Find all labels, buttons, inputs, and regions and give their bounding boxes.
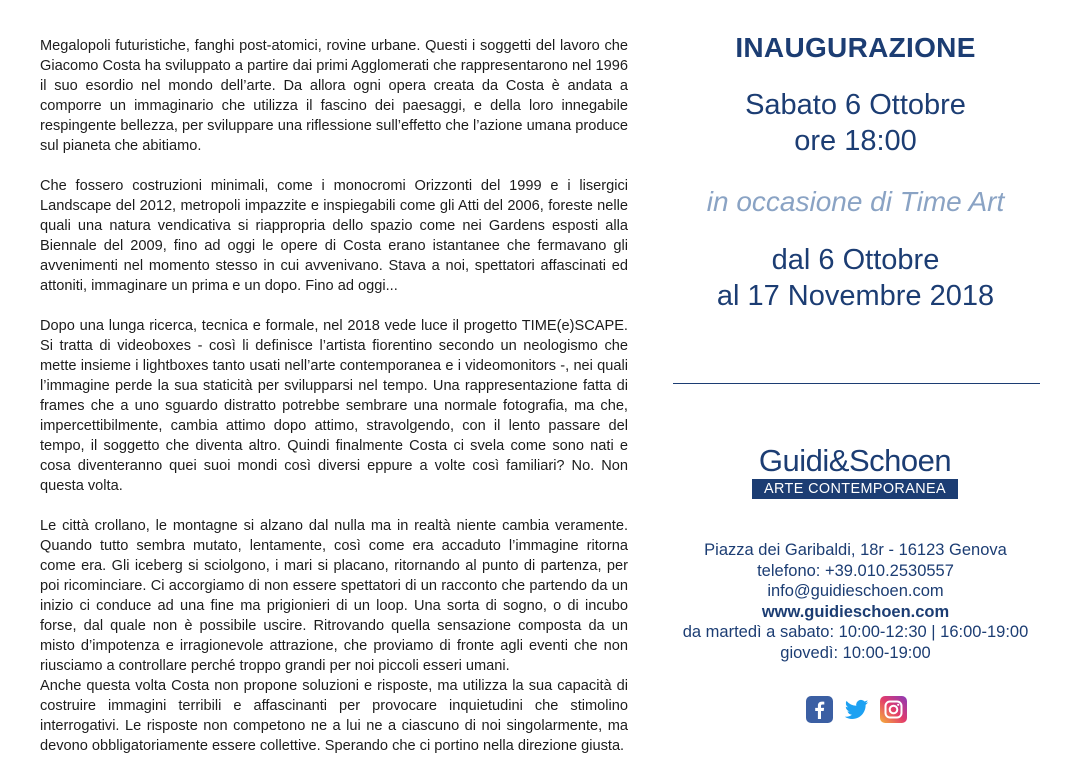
run-dates: [668, 242, 1043, 314]
gallery-website[interactable]: www.guidieschoen.com: [761, 602, 950, 621]
gallery-logo: [752, 444, 958, 499]
run-to: al 17 Novembre 2018: [716, 280, 995, 312]
social-links: [806, 696, 907, 723]
event-info: [668, 30, 1043, 314]
gallery-subtitle: ARTE CONTEMPORANEA: [752, 479, 958, 499]
facebook-icon[interactable]: [806, 696, 833, 723]
gallery-phone: telefono: +39.010.2530557: [757, 561, 954, 580]
event-heading: INAUGURAZIONE: [735, 32, 976, 63]
run-from: dal 6 Ottobre: [771, 244, 940, 276]
opening-day: Sabato 6 Ottobre: [745, 89, 966, 121]
opening-block: [668, 87, 1043, 159]
instagram-icon[interactable]: [880, 696, 907, 723]
paragraph: Anche questa volta Costa non propone soluzioni e risposte, ma utilizza la sua capacità di costruire immagini terribili e affascinanti per provocare inquietudini che stimolino interrogativi. Le risposte non competono ne a lui ne a ciascuno di noi singolarmente, ma devono obbligatoriamente essere collettive. Sperando che ci portino nella direzione giusta.: [40, 678, 628, 754]
thursday-hours: giovedì: 10:00-19:00: [780, 643, 931, 662]
gallery-email[interactable]: info@guidieschoen.com: [767, 582, 944, 600]
divider: [673, 383, 1040, 384]
article-body: [40, 36, 628, 756]
gallery-name: Guidi&Schoen: [758, 443, 952, 478]
gallery-address: Piazza dei Garibaldi, 18r - 16123 Genova: [704, 541, 1007, 559]
contact-info: [668, 540, 1043, 663]
occasion-text: in occasione di Time Art: [706, 186, 1005, 217]
paragraph: Megalopoli futuristiche, fanghi post-atomici, rovine urbane. Questi i soggetti del lavoro che Giacomo Costa ha sviluppato a partire dai primi Agglomerati che rappresentarono nel 1996 il suo esordio nel mondo dell’arte. Da allora ogni opera creata da Costa è andata a comporre un immaginario che utilizza il fascino dei paesaggi, e della loro innegabile respingente bellezza, per sviluppare una riflessione sull’effetto che l’azione umana produce sul pianeta che abitiamo.: [40, 38, 628, 154]
opening-time: ore 18:00: [794, 125, 917, 157]
twitter-icon[interactable]: [843, 696, 870, 723]
paragraph: Che fossero costruzioni minimali, come i monocromi Orizzonti del 1999 e i lisergici Landscape del 2012, metropoli impazzite e inspiegabili come gli Atti del 2006, foreste nelle quali una natura vendicativa si riappropria dello spazio come nei Gardens esposti alla Biennale del 2009, fino ad oggi le opere di Costa erano istantanee che fermavano gli avvenimenti nel momento stesso in cui avvenivano. Stava a noi, spettatori affascinati ed attoniti, immaginare un prima e un dopo. Fino ad oggi...: [40, 178, 628, 294]
paragraph: Le città crollano, le montagne si alzano dal nulla ma in realtà niente cambia veramente. Quando tutto sembra mutato, lentamente, così come era accaduto l’immagine ritorna come era. Gli iceberg si sciolgono, i mari si placano, ritornando al punto di partenza, per poi ricominciare. Ci accorgiamo di non essere spettatori di un racconto che partendo da un inizio ci conduce ad una fine ma prigionieri di un loop. Una sorta di sogno, o di incubo forse, dal quale non è possibile uscire. Ritrovando quella sensazione composta da un misto d’impotenza e irragionevole attrazione, che proviamo di fronte agli eventi che non riusciamo a controllare perché troppo grandi per noi piccoli esseri umani.: [40, 518, 628, 674]
opening-hours: da martedì a sabato: 10:00-12:30 | 16:00-19:00: [682, 623, 1029, 641]
paragraph: Dopo una lunga ricerca, tecnica e formale, nel 2018 vede luce il progetto TIME(e)SCAPE. Si tratta di videoboxes - così li definisce l’artista fiorentino secondo un neologismo che mette insieme i lightboxes tanto usati nell’arte contemporanea e i videomonitors -, nei quali l’immagine perde la sua staticità per svilupparsi nel tempo. Una rappresentazione fatta di frames che a uno sguardo distratto potrebbe sembrare una normale fotografia, ma che, impercettibilmente, cambia attimo dopo attimo, stravolgendo, con il lento passare del tempo, il soggetto che diventa altro. Quindi finalmente Costa ci svela come sono nati e cosa diventeranno quei suoi mondi così diversi eppure a volte così familiari? No. Non questa volta.: [40, 318, 628, 494]
